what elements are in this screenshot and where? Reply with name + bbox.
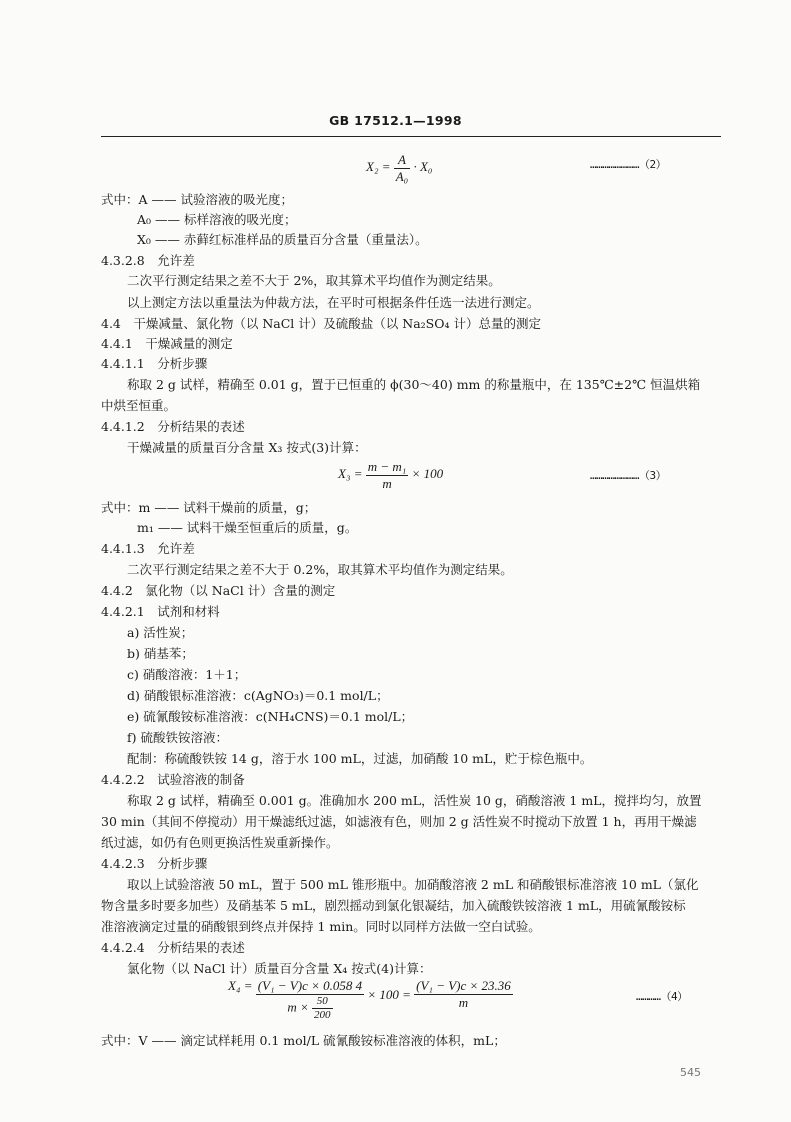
equation-4 (228, 978, 513, 1022)
paragraph: 纸过滤，如仍有色则更换活性炭重新操作。 (101, 835, 339, 850)
line: m₁ —— 试料干燥至恒重后的质量，g。 (137, 520, 358, 535)
eq3-tag: ……………………（3） (590, 469, 667, 482)
paragraph: 干燥减量的质量百分含量 X₃ 按式(3)计算： (127, 440, 367, 455)
paragraph: 二次平行测定结果之差不大于 0.2%，取其算术平均值作为测定结果。 (127, 562, 513, 577)
line: 式中：A —— 试验溶液的吸光度； (101, 192, 293, 207)
eq3-numerator: m − m₁ (367, 459, 407, 474)
line: 式中：m —— 试料干燥前的质量，g； (101, 500, 317, 515)
list-item: e) 硫氰酸铵标准溶液：c(NH₄CNS)＝0.1 mol/L； (127, 709, 414, 724)
paragraph: 氯化物（以 NaCl 计）质量百分含量 X₄ 按式(4)计算： (127, 961, 432, 976)
paragraph: 物含量多时要多加些）及硝基苯 5 mL，剧烈摇动到氯化银凝结，加入硫酸铁铵溶液 1 mL，用硫氰酸铵标 (101, 898, 686, 913)
line: A₀ —— 标样溶液的吸光度； (137, 212, 297, 227)
section-heading: 4.4.1.2 分析结果的表述 (101, 419, 245, 434)
paragraph: 准溶液滴定过量的硝酸银到终点并保持 1 min。同时以同样方法做一空白试验。 (101, 919, 541, 934)
equation-2 (366, 152, 432, 184)
section-heading: 4.4.1 干燥减量的测定 (101, 336, 233, 351)
eq4-inner-numerator: 50 (312, 995, 333, 1009)
paragraph: 以上测定方法以重量法为仲裁方法，在平时可根据条件任选一法进行测定。 (127, 295, 540, 310)
paragraph: 配制：称硫酸铁铵 14 g，溶于水 100 mL，过滤，加硝酸 10 mL，贮于棕色瓶中。 (127, 751, 593, 766)
eq4-denominator-1-m: m × (287, 999, 309, 1015)
eq2-lhs: X₂ = (366, 159, 391, 175)
eq4-tag: …………（4） (636, 990, 688, 1003)
eq4-denominator-1 (256, 995, 364, 1022)
eq4-inner-fraction (312, 995, 333, 1022)
eq4-fraction-2 (414, 978, 513, 1010)
section-heading: 4.4.2.2 试验溶液的制备 (101, 772, 245, 787)
page-header: GB 17512.1—1998 (329, 113, 462, 128)
paragraph: 取以上试验溶液 50 mL，置于 500 mL 锥形瓶中。加硝酸溶液 2 mL 和硝酸银标准溶液 10 mL（氯化 (127, 877, 699, 892)
section-heading: 4.4.2.3 分析步骤 (101, 856, 208, 871)
paragraph: 中烘至恒重。 (101, 398, 177, 413)
list-item: c) 硝酸溶液：1＋1； (127, 667, 247, 682)
list-item: b) 硝基苯； (127, 646, 194, 661)
list-item: d) 硝酸银标准溶液：c(AgNO₃)＝0.1 mol/L； (127, 688, 389, 703)
eq4-denominator-2: m (458, 994, 469, 1010)
paragraph: 称取 2 g 试样，精确至 0.01 g，置于已恒重的 ϕ(30～40) mm 的称量瓶中，在 135℃±2℃ 恒温烘箱 (127, 377, 701, 392)
eq4-numerator-2: (V₁ − V)c × 23.36 (416, 978, 511, 993)
eq4-inner-denominator: 200 (314, 1008, 331, 1021)
list-item: f) 硫酸铁铵溶液： (127, 730, 228, 745)
equation-3 (338, 459, 443, 491)
eq2-rhs: · X₀ (413, 159, 433, 175)
eq3-lhs: X₃ = (338, 466, 363, 482)
list-item: a) 活性炭； (127, 625, 194, 640)
section-heading: 4.4.1.3 允许差 (101, 541, 195, 556)
line: X₀ —— 赤藓红标准样品的质量百分含量（重量法）。 (137, 232, 428, 247)
eq3-denominator: m (382, 475, 392, 491)
eq3-rhs: × 100 (411, 466, 444, 482)
section-heading: 4.4.2.1 试剂和材料 (101, 604, 220, 619)
paragraph: 称取 2 g 试样，精确至 0.001 g。准确加水 200 mL，活性炭 10 g，硝酸溶液 1 mL，搅拌均匀，放置 (127, 793, 702, 808)
paragraph: 式中：V —— 滴定试样耗用 0.1 mol/L 硫氰酸铵标准溶液的体积，mL； (101, 1033, 506, 1048)
header-rule (101, 136, 721, 137)
eq3-fraction (366, 459, 409, 491)
section-heading: 4.4.1.1 分析步骤 (101, 356, 208, 371)
eq4-fraction-1 (256, 978, 364, 1022)
paragraph: 30 min（其间不停搅动）用干燥滤纸过滤，如滤液有色，则加 2 g 活性炭不时搅动下放置 1 h，再用干燥滤 (101, 814, 697, 829)
paragraph: 二次平行测定结果之差不大于 2%，取其算术平均值作为测定结果。 (127, 273, 501, 288)
eq4-mid: × 100 = (367, 987, 411, 1002)
eq2-fraction (394, 152, 410, 184)
section-heading: 4.3.2.8 允许差 (101, 253, 195, 268)
eq2-numerator: A (394, 152, 410, 169)
eq4-lhs: X₄ = (228, 978, 253, 993)
section-heading: 4.4.2 氯化物（以 NaCl 计）含量的测定 (101, 583, 336, 598)
eq2-tag: ……………………（2） (590, 158, 667, 171)
section-heading: 4.4.2.4 分析结果的表述 (101, 940, 245, 955)
section-heading: 4.4 干燥减量、氯化物（以 NaCl 计）及硫酸盐（以 Na₂SO₄ 计）总量的测定 (101, 316, 541, 331)
eq4-numerator-1: (V₁ − V)c × 0.058 4 (257, 978, 363, 993)
page-number: 545 (680, 1066, 701, 1079)
eq2-denominator: A₀ (395, 168, 409, 184)
